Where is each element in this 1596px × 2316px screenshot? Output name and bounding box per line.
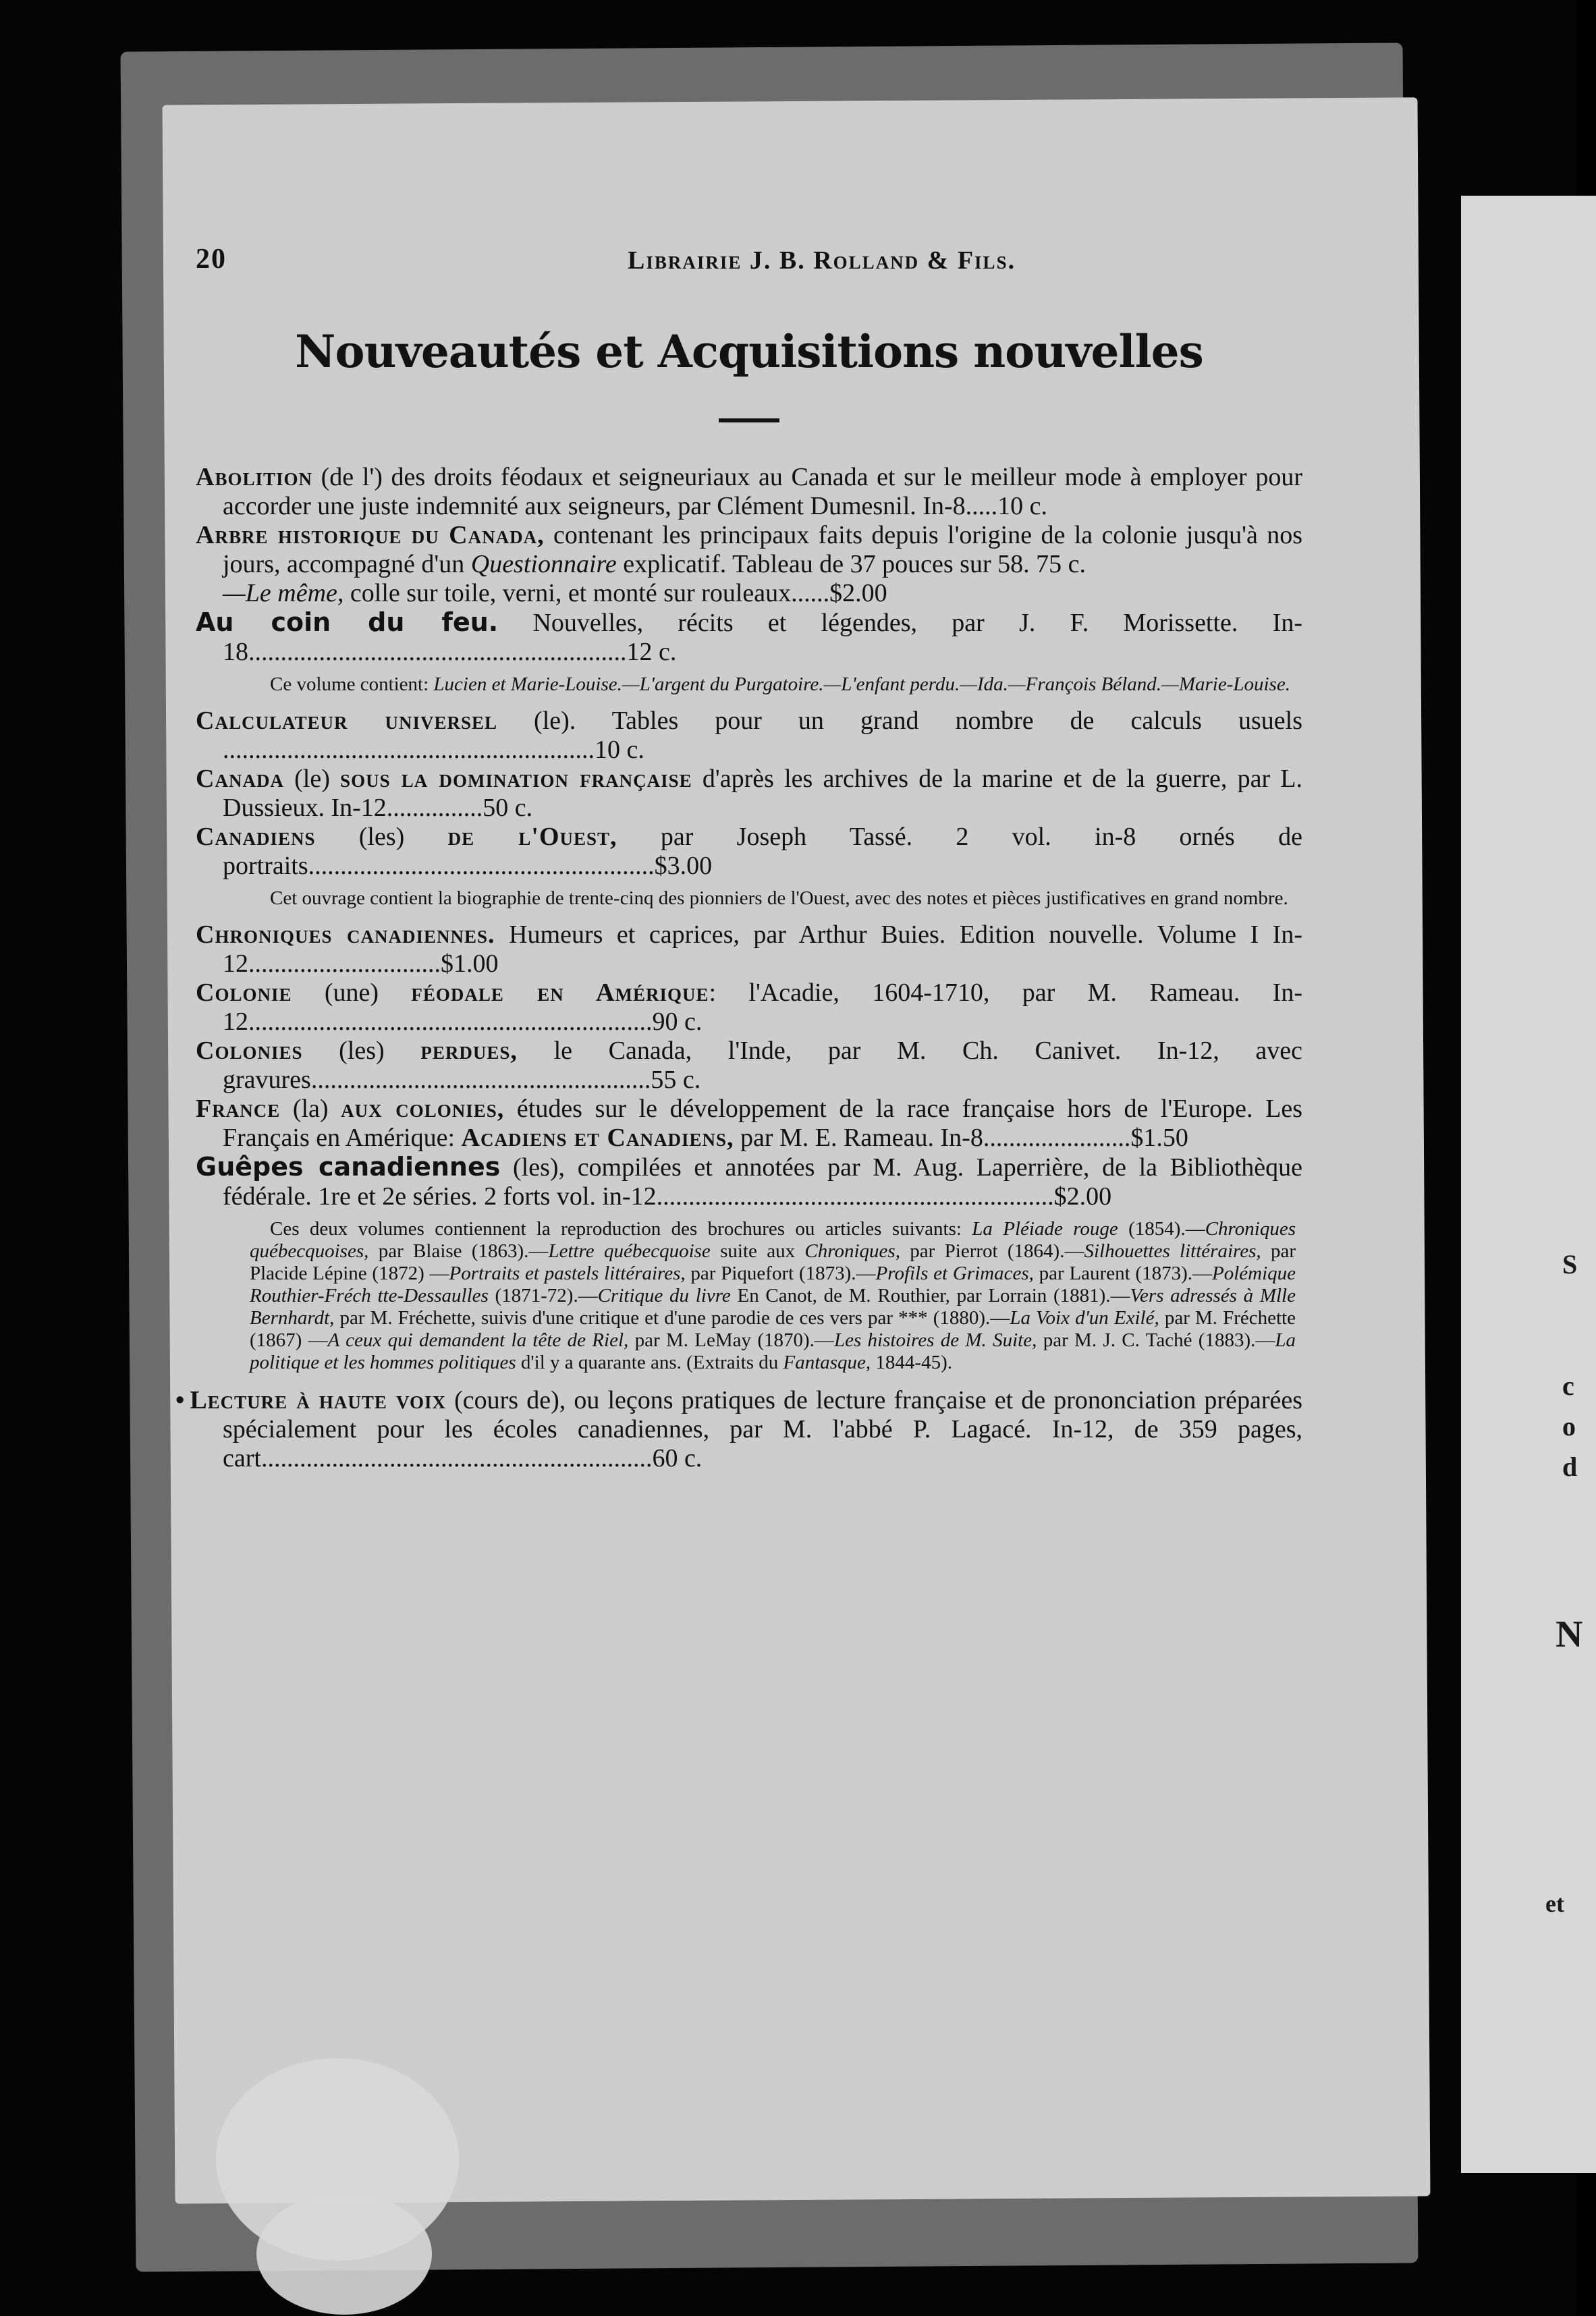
catalog-entry-chroniques bbox=[196, 920, 1302, 978]
page-number: 20 bbox=[196, 244, 227, 275]
page-stain bbox=[256, 2193, 432, 2315]
running-head bbox=[196, 243, 1302, 290]
note-italic: Vers adressés à Mlle Bernhardt, bbox=[250, 1285, 1296, 1329]
note-text: par Blaise (1863).— bbox=[368, 1240, 549, 1262]
note-italic: Lettre québecquoise bbox=[548, 1240, 711, 1262]
entry-text: (de l') des droits féodaux et seigneuriaux au Canada et sur le meilleur mode à employer pour accorder une juste indemnité aux seigneurs, par Clément Dumesnil. In-8.....10 c. bbox=[223, 463, 1302, 520]
entry-head: Colonies bbox=[196, 1037, 303, 1065]
note-italic: Chroniques, bbox=[804, 1240, 900, 1262]
publisher-header: Librairie J. B. Rolland & Fils. bbox=[628, 246, 1016, 275]
catalog-entry-colonie bbox=[196, 978, 1302, 1037]
catalog-entry-canada bbox=[196, 765, 1302, 823]
catalog-entry-calculateur bbox=[196, 707, 1302, 765]
note-text: 1844-45). bbox=[871, 1352, 952, 1373]
entry-head: Arbre historique du Canada, bbox=[196, 521, 545, 549]
entry-text: colle sur toile, verni, et monté sur rouleaux......$2.00 bbox=[343, 579, 887, 607]
catalog-entry-arbre bbox=[196, 521, 1302, 608]
entry-head: France bbox=[196, 1095, 281, 1123]
neighbour-fragment: d bbox=[1562, 1452, 1578, 1482]
catalog-entry-lecture bbox=[175, 1386, 1302, 1473]
note-text: (1871-72).— bbox=[488, 1285, 598, 1306]
page-title: Nouveautés et Acquisitions nouvelles bbox=[295, 325, 1203, 378]
note-text: Ce volume contient: bbox=[270, 673, 434, 695]
note-text: par M. J. C. Taché (1883).— bbox=[1037, 1329, 1275, 1351]
entry-text: (les), compilées et annotées par M. Aug. Laperrière, de la Bibliothèque fédérale. 1re et 2e séries. 2 forts vol. in-12..............................................................$2.00 bbox=[223, 1153, 1302, 1211]
catalog-entry-au-coin-du-feu bbox=[196, 608, 1302, 667]
note-italic: La Pléiade rouge bbox=[972, 1218, 1118, 1240]
entry-text: études sur le développement de la race française hors de l'Europe. Les Français en Amérique: bbox=[223, 1095, 1303, 1152]
note-italic: La Voix d'un Exilé, bbox=[1010, 1307, 1159, 1329]
entry-text: Humeurs et caprices, par Arthur Buies. Edition nouvelle. Volume I In-12..............................$1.00 bbox=[223, 920, 1302, 978]
note-text: (1854).— bbox=[1118, 1218, 1205, 1240]
entry-head: Canada bbox=[196, 765, 284, 793]
entry-text: le Canada, l'Inde, par M. Ch. Canivet. In-12, avec gravures.....................................................55 c. bbox=[223, 1037, 1302, 1094]
entry-head: Calculateur universel bbox=[196, 707, 498, 735]
note-italic: Fantasque, bbox=[783, 1352, 871, 1373]
note-text: d'il y a quarante ans. (Extraits du bbox=[516, 1352, 783, 1373]
note-italic: La politique et les hommes politiques bbox=[250, 1329, 1296, 1373]
page-content bbox=[175, 243, 1303, 1473]
note-text: par Pierrot (1864).— bbox=[900, 1240, 1084, 1262]
entry-head: de l'Ouest, bbox=[447, 823, 617, 851]
entry-head: aux colonies, bbox=[341, 1095, 505, 1123]
entry-head: féodale en Amérique bbox=[411, 978, 709, 1007]
catalog-entry-colonies bbox=[196, 1037, 1302, 1095]
note-text: par Laurent (1873).— bbox=[1033, 1263, 1212, 1284]
note-text: par M. Fréchette, suivis d'une critique et d'une parodie de ces vers par *** (1880).— bbox=[334, 1307, 1010, 1329]
note-italic: Critique du livre bbox=[597, 1285, 731, 1306]
catalog-entry-abolition bbox=[196, 463, 1302, 521]
note-text: par M. Fréchette (1867) — bbox=[250, 1307, 1296, 1351]
entry-text: par M. E. Rameau. In-8.......................$1.50 bbox=[734, 1124, 1188, 1152]
entry-note bbox=[196, 673, 1302, 696]
entry-text: (les) bbox=[302, 1037, 421, 1065]
entry-head: Canadiens bbox=[196, 823, 316, 851]
note-italic: Portraits et pastels littéraires, bbox=[449, 1263, 686, 1284]
entry-head: Abolition bbox=[196, 463, 312, 491]
entry-note: Cet ouvrage contient la biographie de trente-cinq des pionniers de l'Ouest, avec des notes et pièces justificatives en grand nombre. bbox=[270, 887, 1288, 909]
catalog-entry-canadiens bbox=[196, 823, 1302, 881]
entry-text: d'après les archives de la marine et de la guerre, par L. Dussieux. In-12...............50 c. bbox=[223, 765, 1303, 822]
entry-text: (le) bbox=[283, 765, 341, 793]
entry-head: Colonie bbox=[196, 978, 292, 1007]
neighbour-fragment: N bbox=[1556, 1614, 1583, 1655]
entry-text: contenant les principaux faits depuis l'origine de la colonie jusqu'à nos jours, accompagné d'un bbox=[223, 521, 1302, 578]
entry-text: Nouvelles, récits et légendes, par J. F. Morissette. In-18...........................................................12 c. bbox=[223, 609, 1302, 666]
neighbour-fragment: c bbox=[1562, 1371, 1574, 1401]
entry-text: par Joseph Tassé. 2 vol. in-8 ornés de portraits......................................................$3.00 bbox=[223, 823, 1302, 880]
entry-head: Au coin du feu. bbox=[196, 607, 499, 637]
entry-head: Guêpes canadiennes bbox=[196, 1152, 501, 1182]
entry-head: Chroniques canadiennes. bbox=[196, 920, 495, 949]
catalog-entry-guepes bbox=[196, 1153, 1302, 1211]
neighbour-page bbox=[1461, 196, 1596, 2173]
title-rule bbox=[719, 418, 779, 422]
entry-head: perdues, bbox=[420, 1037, 518, 1065]
bullet-mark: • bbox=[175, 1386, 185, 1414]
entry-text: (la) bbox=[280, 1095, 341, 1123]
entry-text: (le). Tables pour un grand nombre de calculs usuels ..........................................................10 c. bbox=[223, 707, 1302, 764]
note-italic: Polémique Routhier-Fréch tte-Dessaulles bbox=[250, 1263, 1296, 1306]
entry-head: Acadiens et Canadiens, bbox=[461, 1124, 734, 1152]
entry-text: (une) bbox=[292, 978, 412, 1007]
note-italic: Lucien et Marie-Louise.—L'argent du Purgatoire.—L'enfant perdu.—Ida.—François Béland.—Marie-Louise. bbox=[433, 673, 1290, 695]
entry-note bbox=[196, 1218, 1302, 1374]
entry-text: (les) bbox=[315, 823, 448, 851]
entry-head: Lecture à haute voix bbox=[190, 1386, 447, 1414]
neighbour-fragment: S bbox=[1562, 1249, 1578, 1279]
catalog-entry-france bbox=[196, 1095, 1302, 1153]
neighbour-fragment: o bbox=[1562, 1411, 1576, 1441]
note-text: par M. LeMay (1870).— bbox=[628, 1329, 834, 1351]
entry-head: sous la domination française bbox=[340, 765, 692, 793]
note-italic: A ceux qui demandent la tête de Riel, bbox=[327, 1329, 629, 1351]
entry-italic: Questionnaire bbox=[470, 550, 617, 578]
entry-text: (cours de), ou leçons pratiques de lecture française et de prononciation préparées spécialement pour les écoles canadiennes, par M. l'abbé P. Lagacé. In-12, de 359 pages, cart.............................................................60 c. bbox=[223, 1386, 1302, 1472]
note-text: suite aux bbox=[710, 1240, 805, 1262]
note-text: Ces deux volumes contiennent la reproduction des brochures ou articles suivants: bbox=[270, 1218, 972, 1240]
note-italic: Profils et Grimaces, bbox=[875, 1263, 1034, 1284]
note-text: par Placide Lépine (1872) — bbox=[250, 1240, 1296, 1284]
note-italic: Silhouettes littéraires, bbox=[1084, 1240, 1261, 1262]
entry-text: : l'Acadie, 1604-1710, par M. Rameau. In-12...............................................................90 c. bbox=[223, 978, 1302, 1036]
note-text: En Canot, de M. Routhier, par Lorrain (1881).— bbox=[730, 1285, 1130, 1306]
note-italic: Chroniques québecquoises, bbox=[250, 1218, 1296, 1262]
entry-italic: —Le même, bbox=[223, 579, 344, 607]
entry-text: explicatif. Tableau de 37 pouces sur 58. 75 c. bbox=[616, 550, 1086, 578]
note-text: par Piquefort (1873).— bbox=[685, 1263, 876, 1284]
neighbour-fragment: et bbox=[1545, 1890, 1564, 1917]
note-italic: Les histoires de M. Suite, bbox=[833, 1329, 1037, 1351]
